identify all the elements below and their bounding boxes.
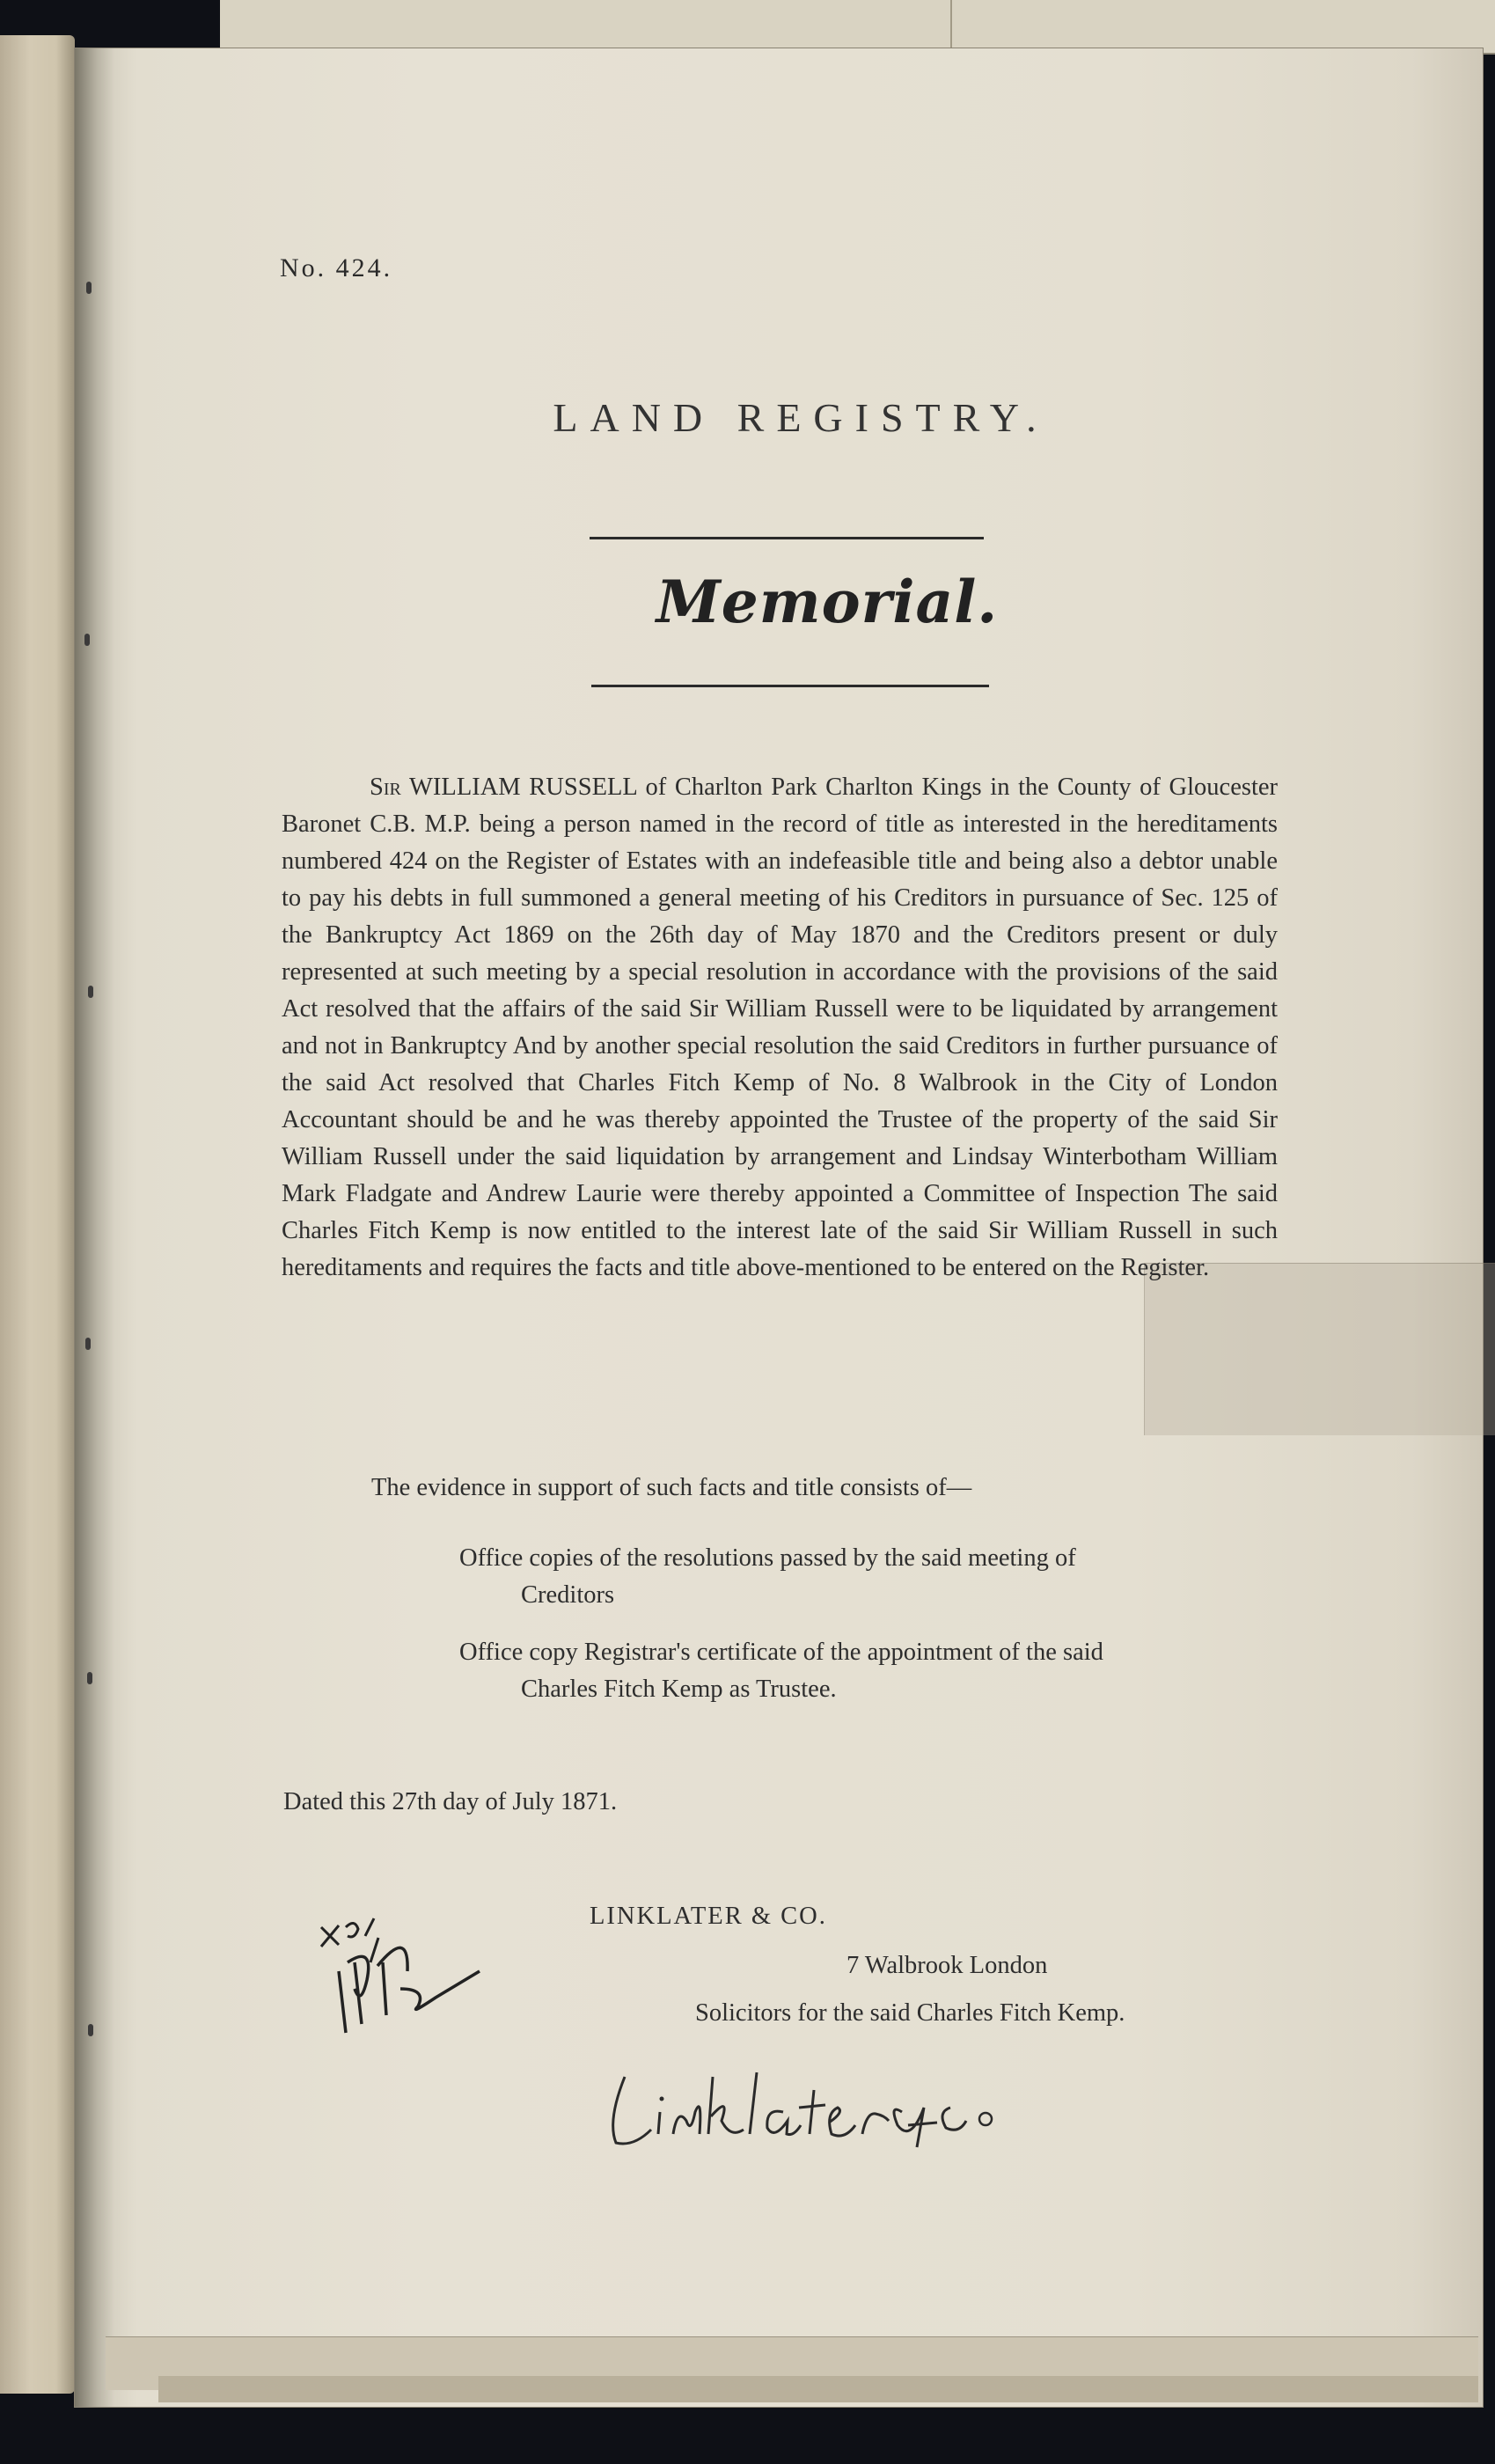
- evidence-item-line: Office copy Registrar's certificate of the appointment of the said: [459, 1639, 1103, 1666]
- memorial-name: WILLIAM RUSSELL: [409, 774, 637, 801]
- memorial-heading: Memorial.: [656, 568, 999, 636]
- firm-name: LINKLATER & CO.: [590, 1903, 827, 1930]
- initials-mark: [312, 1910, 488, 2050]
- evidence-item: [459, 1634, 1278, 1708]
- divider-top: [590, 537, 984, 539]
- memorial-body: [282, 769, 1278, 1287]
- signature: [598, 2059, 1021, 2156]
- firm-address: 7 Walbrook London: [846, 1952, 1048, 1979]
- evidence-intro: The evidence in support of such facts and title consists of—: [371, 1474, 972, 1501]
- memorial-text: of Charlton Park Charlton Kings in the County of Gloucester Baronet C.B. M.P. being a person named in the record of title as interested in the hereditaments numbered 424 on the Register of Estates with an indefeasible title and being also a debtor unable to pay his debts in full summoned a general meeting of his Creditors in pursuance of Sec. 125 of the Bankruptcy Act 1869 on the 26th day of May 1870 and the Creditors present or duly represented at such meeting by a special resolution in accordance with the provisions of the said Act resolved that the affairs of the said Sir William Russell were to be liquidated by arrangement and not in Bankruptcy And by another special resolution the said Creditors in further pursuance of the said Act resolved that Charles Fitch Kemp of No. 8 Walbrook in the City of London Accountant should be and he was thereby appointed the Trustee of the property of the said Sir William Russell under the said liquidation by arrangement and Lindsay Winterbotham William Mark Fladgate and Andrew Laurie were thereby appointed a Committee of Inspection The said Charles Fitch Kemp is now entitled to the interest late of the said Sir William Russell in such hereditaments and requires the facts and title above-mentioned to be entered on the Register.: [282, 774, 1279, 1281]
- evidence-item-continuation: Creditors: [521, 1581, 615, 1609]
- dated-line: Dated this 27th day of July 1871.: [283, 1788, 618, 1815]
- evidence-item-continuation: Charles Fitch Kemp as Trustee.: [521, 1676, 837, 1703]
- solicitors-line: Solicitors for the said Charles Fitch Kemp.: [695, 1999, 1125, 2027]
- evidence-item: [459, 1540, 1278, 1614]
- evidence-item-line: Office copies of the resolutions passed by the said meeting of: [459, 1544, 1076, 1572]
- page-title: LAND REGISTRY.: [553, 395, 1049, 440]
- divider-bottom: [591, 685, 989, 687]
- memorial-name-prefix: Sir: [370, 774, 401, 801]
- document-number: No. 424.: [280, 253, 393, 282]
